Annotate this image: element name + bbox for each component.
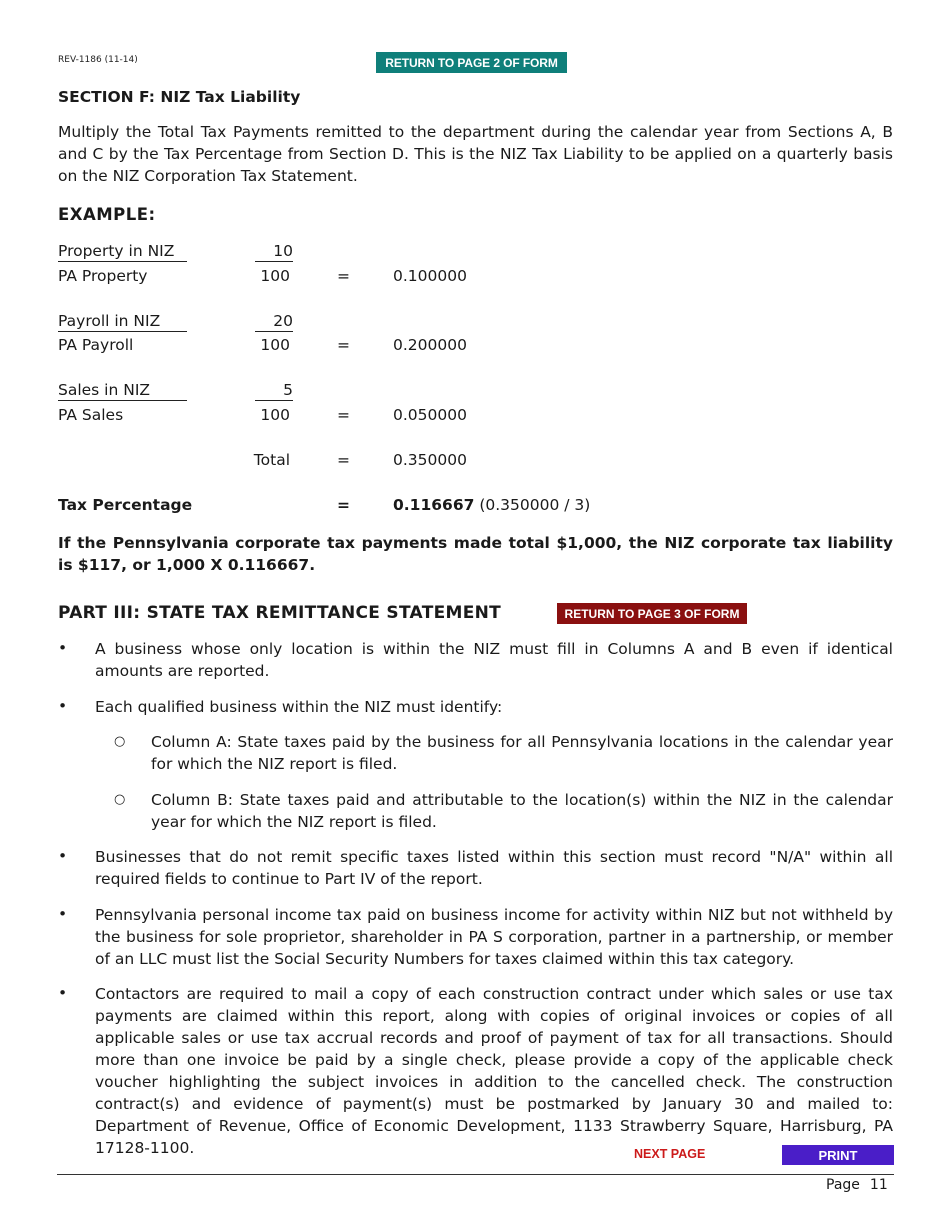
pa-sales-label: PA Sales (58, 406, 124, 424)
page-number (826, 1177, 888, 1193)
section-f-title: SECTION F: NIZ Tax Liability (58, 88, 301, 106)
form-id: REV-1186 (11-14) (58, 55, 138, 65)
tax-percentage-label: Tax Percentage (58, 496, 193, 514)
sales-ratio: 0.050000 (393, 406, 467, 424)
tax-percentage-calc: (0.350000 / 3) (479, 496, 591, 514)
footer-divider (57, 1174, 894, 1175)
part-iii-title: PART III: STATE TAX REMITTANCE STATEMENT (58, 603, 502, 623)
part-iii-bullet-2: Each qualified business within the NIZ must identify: (95, 698, 503, 716)
total-label: Total (253, 451, 290, 469)
payroll-niz-value: 20 (255, 312, 293, 332)
part-iii-bullet-1: A business whose only location is within the NIZ must fill in Columns A and B even if identical amounts are reported. (95, 640, 893, 680)
print-button[interactable]: PRINT (782, 1145, 894, 1165)
circle-bullet-icon: ○ (114, 734, 126, 749)
part-iii-bullet-3: Businesses that do not remit specific taxes listed within this section must record "N/A" within all required fields to continue to Part IV of the report. (95, 848, 893, 888)
equals-sign: = (337, 267, 350, 285)
payroll-niz-label: Payroll in NIZ (58, 312, 187, 332)
bullet-icon: • (58, 697, 68, 715)
pa-payroll-label: PA Payroll (58, 336, 134, 354)
total-value: 0.350000 (393, 451, 467, 469)
bullet-icon: • (58, 847, 68, 865)
equals-sign: = (337, 496, 350, 514)
pa-property-value: 100 (260, 267, 290, 285)
equals-sign: = (337, 336, 350, 354)
example-title: EXAMPLE: (58, 205, 156, 224)
property-niz-label: Property in NIZ (58, 242, 187, 262)
return-to-page-2-button[interactable]: RETURN TO PAGE 2 OF FORM (376, 52, 567, 73)
next-page-link[interactable]: NEXT PAGE (634, 1147, 706, 1161)
equals-sign: = (337, 451, 350, 469)
example-conclusion: If the Pennsylvania corporate tax payments made total $1,000, the NIZ corporate tax liability is $117, or 1,000 X 0.116667. (58, 534, 893, 574)
property-ratio: 0.100000 (393, 267, 467, 285)
sales-niz-value: 5 (255, 381, 293, 401)
tax-percentage-result (393, 496, 590, 514)
bullet-icon: • (58, 905, 68, 923)
equals-sign: = (337, 406, 350, 424)
payroll-ratio: 0.200000 (393, 336, 467, 354)
return-to-page-3-button[interactable]: RETURN TO PAGE 3 OF FORM (557, 603, 747, 624)
page-label: Page (826, 1177, 860, 1193)
part-iii-sub-bullet-1: Column A: State taxes paid by the business for all Pennsylvania locations in the calendar year for which the NIZ report is filed. (151, 733, 893, 773)
page-number-value: 11 (869, 1177, 888, 1193)
tax-percentage-value: 0.116667 (393, 496, 475, 514)
pa-property-label: PA Property (58, 267, 148, 285)
circle-bullet-icon: ○ (114, 792, 126, 807)
sales-niz-label: Sales in NIZ (58, 381, 187, 401)
bullet-icon: • (58, 639, 68, 657)
property-niz-value: 10 (255, 242, 293, 262)
pa-payroll-value: 100 (260, 336, 290, 354)
bullet-icon: • (58, 984, 68, 1002)
part-iii-bullet-5: Contactors are required to mail a copy of each construction contract under which sales or use tax payments are claimed within this report, along with copies of original invoices or copies of all applicable sales or use tax accrual records and proof of payment of tax for all transactions. Should more than one invoice be paid by a single check, please provide a copy of the applicable check voucher highlighting the subject invoices in addition to the cancelled check. The construction contract(s) and evidence of payment(s) must be postmarked by January 30 and mailed to: Department of Revenue, Office of Economic Development, 1133 Strawberry Square, Harrisburg, PA 17128-1100. (95, 985, 893, 1157)
part-iii-sub-bullet-2: Column B: State taxes paid and attributable to the location(s) within the NIZ in the calendar year for which the NIZ report is filed. (151, 791, 893, 831)
pa-sales-value: 100 (260, 406, 290, 424)
part-iii-bullet-4: Pennsylvania personal income tax paid on business income for activity within NIZ but not withheld by the business for sole proprietor, shareholder in PA S corporation, partner in a partnership, or member of an LLC must list the Social Security Numbers for taxes claimed within this tax category. (95, 906, 893, 968)
section-f-paragraph: Multiply the Total Tax Payments remitted to the department during the calendar year from Sections A, B and C by the Tax Percentage from Section D. This is the NIZ Tax Liability to be applied on a quarterly basis on the NIZ Corporation Tax Statement. (58, 123, 893, 185)
